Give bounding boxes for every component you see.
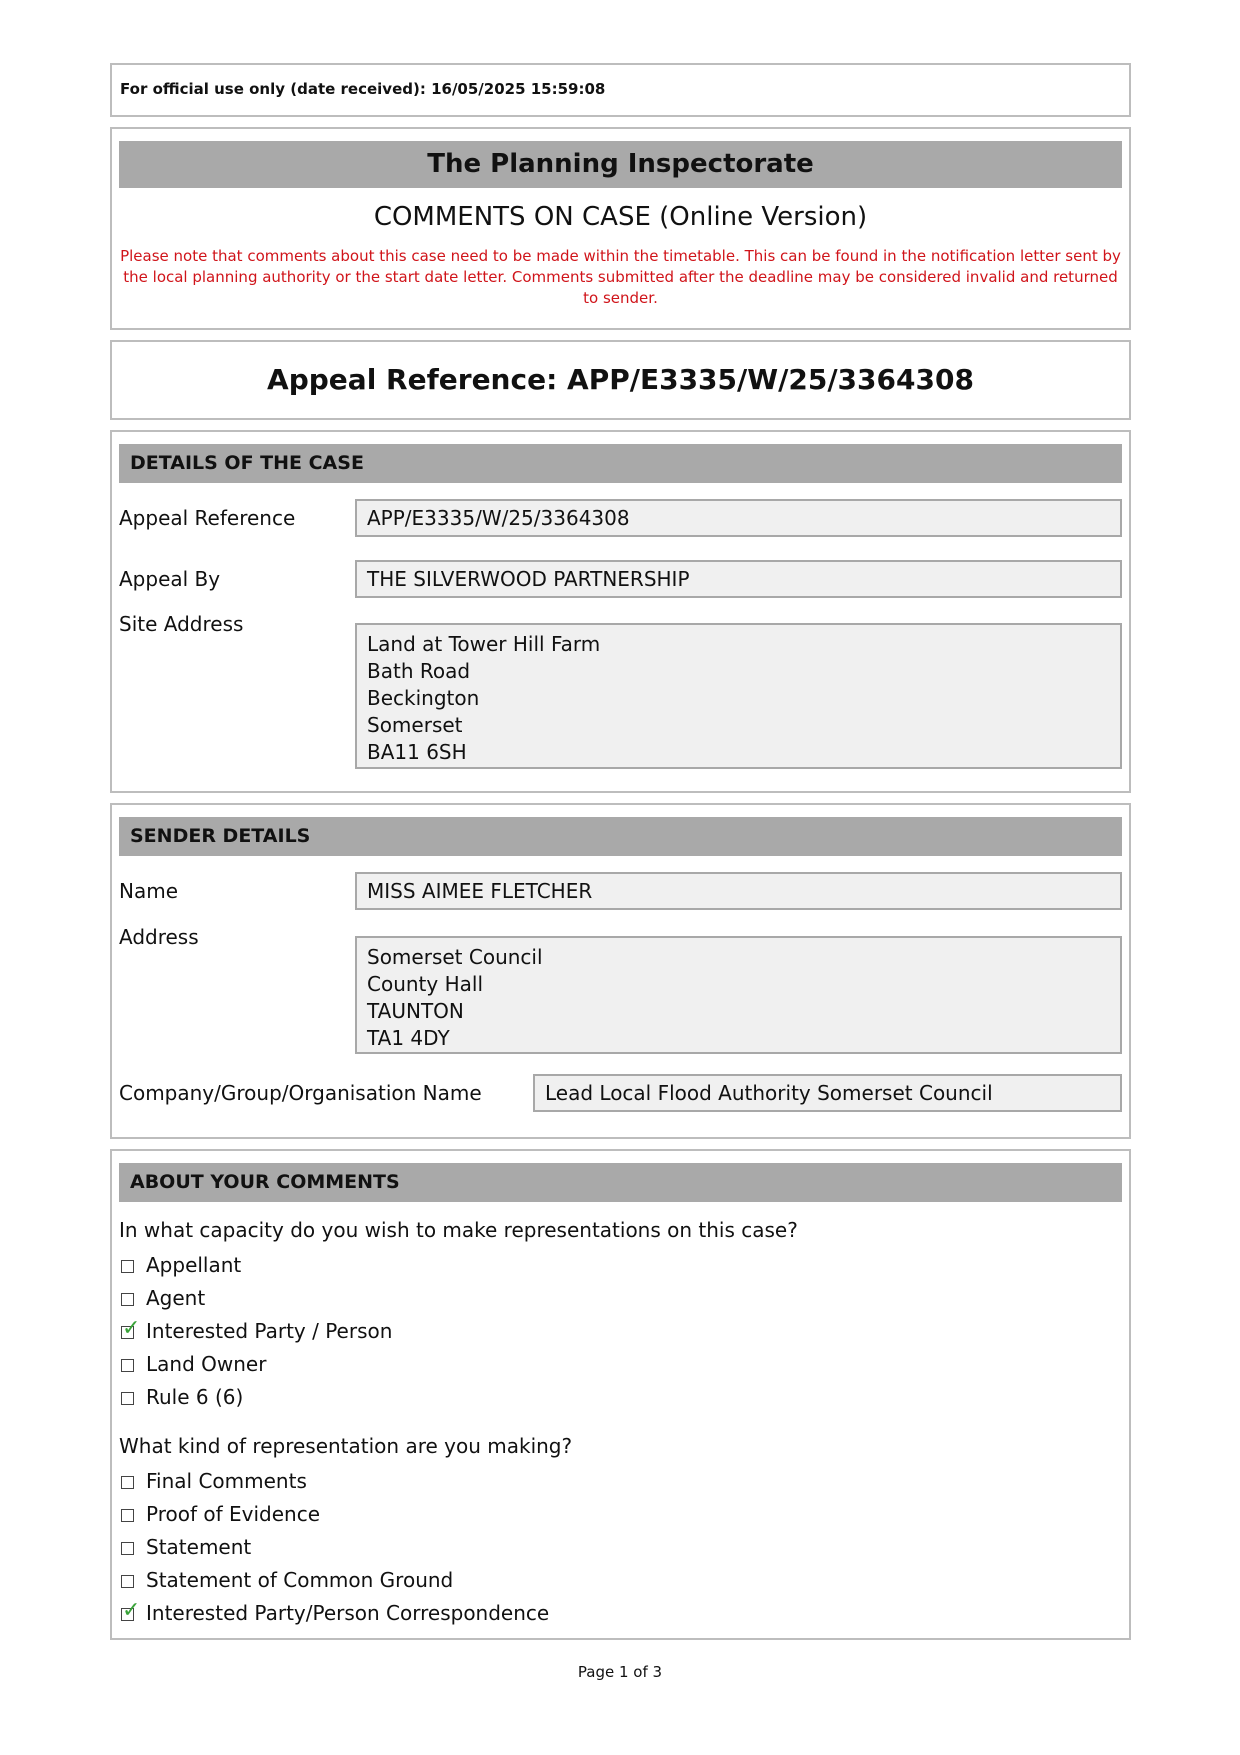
checkbox[interactable]: [121, 1260, 134, 1273]
checkbox[interactable]: [121, 1509, 134, 1522]
checkbox[interactable]: [121, 1392, 134, 1405]
checkbox-checked[interactable]: [121, 1598, 141, 1623]
checkbox-checked[interactable]: [121, 1316, 141, 1341]
option-label: Interested Party / Person: [146, 1319, 393, 1343]
sender-section-title: SENDER DETAILS: [119, 817, 1122, 856]
sender-name-row: [119, 872, 1122, 910]
deadline-notice: Please note that comments about this case need to be made within the timetable. This can be found in the notification letter sent by the local planning authority or the start date letter. Comments submitted after the deadline may be considered invalid and returned to sender.: [120, 247, 1121, 307]
about-comments-section: [110, 1149, 1131, 1640]
capacity-question: In what capacity do you wish to make representations on this case?: [119, 1218, 798, 1242]
capacity-option[interactable]: [121, 1283, 205, 1313]
page-title: The Planning Inspectorate: [119, 141, 1122, 188]
organisation-field: Lead Local Flood Authority Somerset Council: [533, 1074, 1122, 1112]
official-use-box: [110, 63, 1131, 117]
capacity-option[interactable]: [121, 1382, 243, 1412]
checkbox[interactable]: [121, 1359, 134, 1372]
appeal-reference-row: [119, 499, 1122, 537]
appeal-reference-label: Appeal Reference: [119, 506, 296, 530]
option-label: Statement of Common Ground: [146, 1568, 454, 1592]
site-address-row: [119, 612, 1122, 764]
appeal-by-field: THE SILVERWOOD PARTNERSHIP: [355, 560, 1122, 598]
kind-option[interactable]: [121, 1499, 320, 1529]
appeal-reference-field: APP/E3335/W/25/3364308: [355, 499, 1122, 537]
capacity-option[interactable]: [121, 1349, 266, 1379]
checkbox[interactable]: [121, 1542, 134, 1555]
appeal-by-row: [119, 560, 1122, 598]
option-label: Statement: [146, 1535, 252, 1559]
organisation-label: Company/Group/Organisation Name: [119, 1081, 482, 1105]
site-address-line: Somerset: [367, 713, 463, 737]
option-label: Proof of Evidence: [146, 1502, 321, 1526]
site-address-line: Land at Tower Hill Farm: [367, 632, 601, 656]
option-label: Interested Party/Person Correspondence: [146, 1601, 550, 1625]
site-address-field: [355, 623, 1122, 769]
case-details-section: [110, 430, 1131, 793]
kind-option[interactable]: [121, 1598, 549, 1628]
kind-option[interactable]: [121, 1466, 307, 1496]
option-label: Final Comments: [146, 1469, 307, 1493]
sender-address-label: Address: [119, 925, 199, 949]
site-address-line: Beckington: [367, 686, 480, 710]
organisation-row: [119, 1074, 1122, 1112]
sender-address-line: Somerset Council: [367, 945, 543, 969]
page-number: Page 1 of 3: [577, 1663, 663, 1681]
page-subtitle: COMMENTS ON CASE (Online Version): [373, 202, 868, 232]
site-address-line: BA11 6SH: [367, 740, 467, 764]
site-address-label: Site Address: [119, 612, 244, 636]
check-mark-icon: ✓: [122, 1598, 141, 1623]
case-section-title: DETAILS OF THE CASE: [119, 444, 1122, 483]
checkbox[interactable]: [121, 1293, 134, 1306]
sender-address-line: TAUNTON: [367, 999, 464, 1023]
sender-address-row: [119, 925, 1122, 1050]
sender-details-section: [110, 803, 1131, 1139]
checkbox[interactable]: [121, 1575, 134, 1588]
option-label: Agent: [146, 1286, 206, 1310]
sender-address-line: TA1 4DY: [367, 1026, 450, 1050]
option-label: Land Owner: [146, 1352, 267, 1376]
sender-name-field: MISS AIMEE FLETCHER: [355, 872, 1122, 910]
check-mark-icon: ✓: [122, 1316, 141, 1341]
option-label: Rule 6 (6): [146, 1385, 244, 1409]
option-label: Appellant: [146, 1253, 242, 1277]
kind-question: What kind of representation are you making?: [119, 1434, 573, 1458]
official-date-received: For official use only (date received): 16/05/2025 15:59:08: [120, 80, 606, 98]
kind-option[interactable]: [121, 1532, 251, 1562]
sender-name-label: Name: [119, 879, 179, 903]
checkbox[interactable]: [121, 1476, 134, 1489]
header-box: [110, 127, 1131, 330]
capacity-option[interactable]: [121, 1250, 241, 1280]
appeal-reference-heading: Appeal Reference: APP/E3335/W/25/3364308: [110, 340, 1131, 420]
kind-option[interactable]: [121, 1565, 453, 1595]
capacity-option[interactable]: [121, 1316, 392, 1346]
sender-address-field: [355, 936, 1122, 1054]
sender-address-line: County Hall: [367, 972, 483, 996]
site-address-line: Bath Road: [367, 659, 471, 683]
appeal-by-label: Appeal By: [119, 567, 221, 591]
about-section-title: ABOUT YOUR COMMENTS: [119, 1163, 1122, 1202]
